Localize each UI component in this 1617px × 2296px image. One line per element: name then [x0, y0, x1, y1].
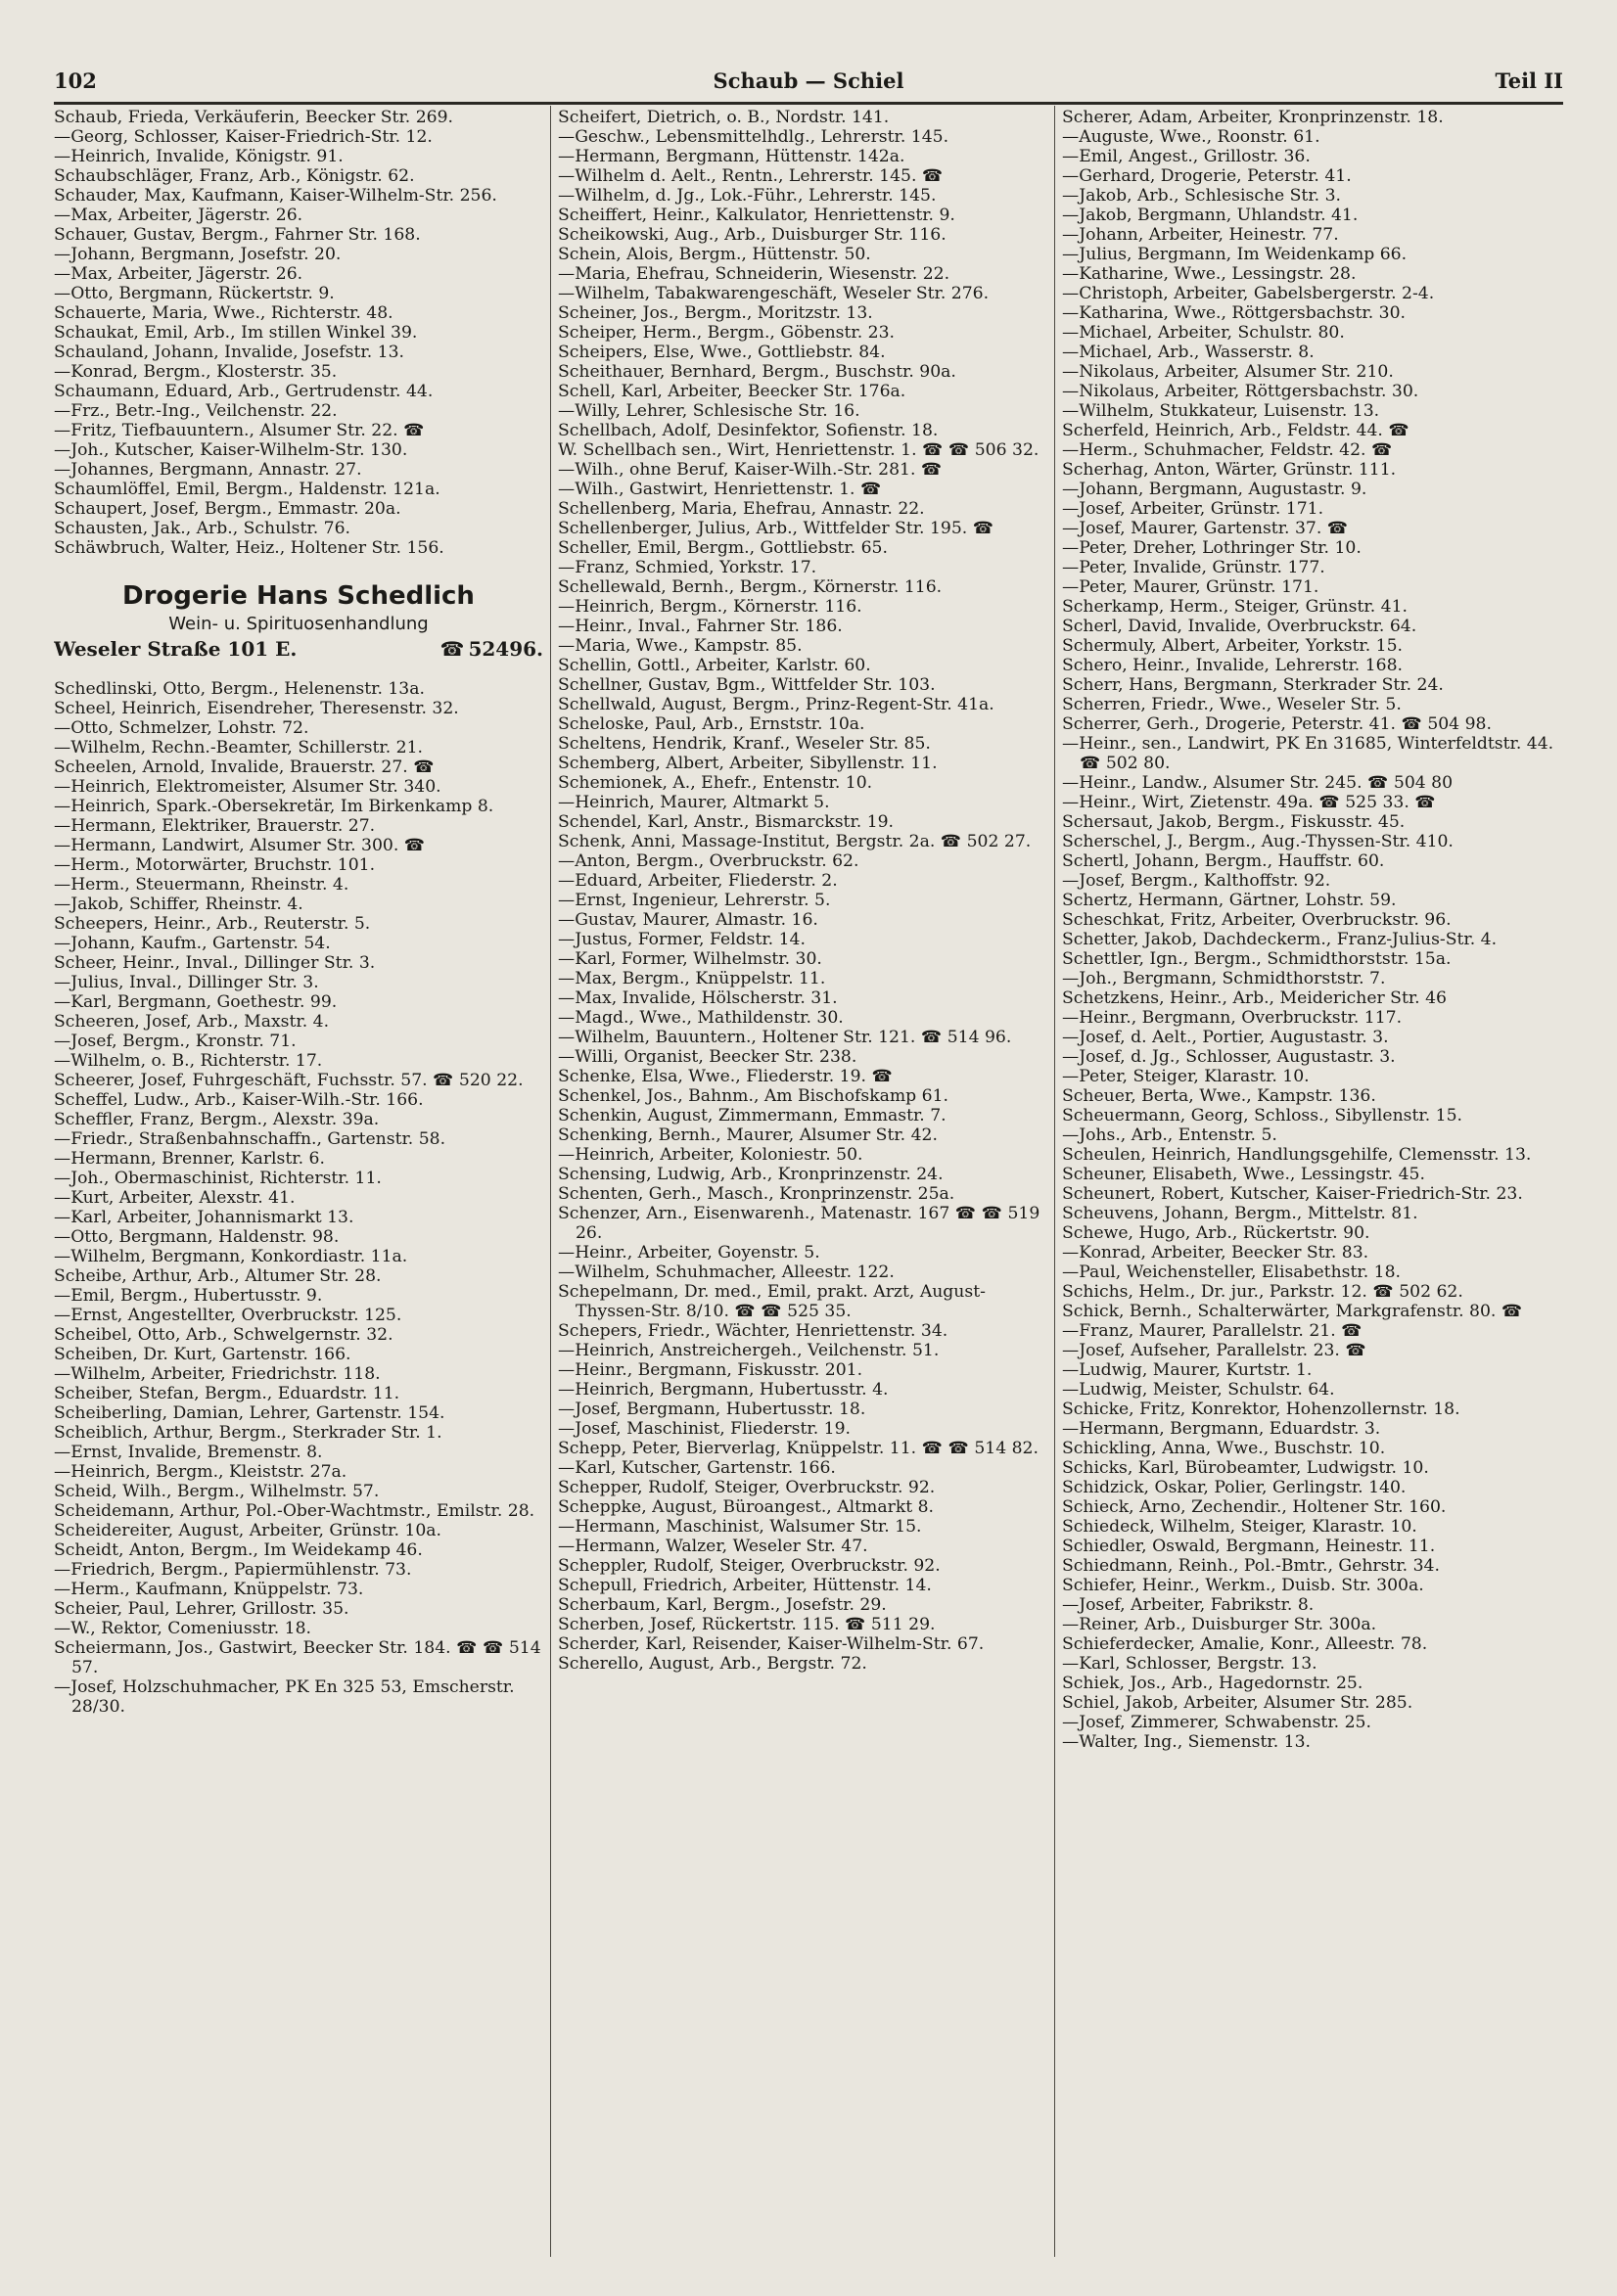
directory-entry: —Emil, Bergm., Hubertusstr. 9. — [54, 1286, 323, 1306]
directory-entry: —Wilhelm, Tabakwarengeschäft, Weseler Str. 276. — [558, 284, 990, 303]
directory-entry: —Heinrich, Anstreichergeh., Veilchenstr. 51. — [558, 1341, 940, 1360]
directory-entry: —Johann, Kaufm., Gartenstr. 54. — [54, 934, 331, 953]
directory-entry: —Heinr., sen., Landwirt, PK En 31685, Winterfeldtstr. 44. ☎ 502 80. — [1062, 734, 1554, 773]
directory-entry: —Johannes, Bergmann, Annastr. 27. — [54, 460, 362, 480]
directory-entry: —Katharina, Wwe., Röttgersbachstr. 30. — [1062, 303, 1406, 323]
directory-entry: Schellenberger, Julius, Arb., Wittfelder Str. 195. ☎ — [558, 519, 994, 538]
directory-entry: —Josef, d. Jg., Schlosser, Augustastr. 3. — [1062, 1047, 1396, 1067]
directory-entry: Schein, Alois, Bergm., Hüttenstr. 50. — [558, 245, 871, 264]
directory-entry: Schemionek, A., Ehefr., Entenstr. 10. — [558, 773, 873, 793]
directory-entry: Schäwbruch, Walter, Heiz., Holtener Str. 156. — [54, 538, 444, 558]
directory-entry: Schermuly, Albert, Arbeiter, Yorkstr. 15. — [1062, 636, 1403, 656]
directory-entry: Scheltens, Hendrik, Kranf., Weseler Str. 85. — [558, 734, 931, 754]
directory-entry: —Frz., Betr.-Ing., Veilchenstr. 22. — [54, 401, 338, 421]
directory-entry: Schicks, Karl, Bürobeamter, Ludwigstr. 10. — [1062, 1458, 1429, 1478]
page-title: Schaub — Schiel — [713, 68, 904, 93]
directory-entry: —Wilhelm, Bauuntern., Holtener Str. 121. ☎ 514 96. — [558, 1028, 1012, 1047]
directory-entry: —Kurt, Arbeiter, Alexstr. 41. — [54, 1188, 296, 1208]
directory-entry: Schenzer, Arn., Eisenwarenh., Matenastr. 167 ☎ ☎ 519 26. — [558, 1204, 1040, 1243]
directory-entry: Schiedmann, Reinh., Pol.-Bmtr., Gehrstr. 34. — [1062, 1556, 1440, 1576]
ad-address-row — [54, 636, 543, 662]
advertisement — [54, 579, 543, 662]
directory-entry: Scheunert, Robert, Kutscher, Kaiser-Friedrich-Str. 23. — [1062, 1184, 1523, 1204]
directory-entry: Scherschel, J., Bergm., Aug.-Thyssen-Str. 410. — [1062, 832, 1454, 851]
directory-entry: —Heinrich, Bergmann, Hubertusstr. 4. — [558, 1380, 889, 1400]
header-rule — [54, 102, 1563, 105]
directory-entry: Schendel, Karl, Anstr., Bismarckstr. 19. — [558, 812, 895, 832]
directory-entry: —Heinrich, Elektromeister, Alsumer Str. 340. — [54, 777, 441, 797]
column-3 — [1062, 108, 1563, 2257]
directory-entry: —Ernst, Angestellter, Overbruckstr. 125. — [54, 1306, 402, 1325]
directory-entry: —Paul, Weichensteller, Elisabethstr. 18. — [1062, 1263, 1401, 1282]
directory-entry: Scheiner, Jos., Bergm., Moritzstr. 13. — [558, 303, 873, 323]
directory-entry: Schicke, Fritz, Konrektor, Hohenzollernstr. 18. — [1062, 1400, 1460, 1419]
directory-entry: Scheipers, Else, Wwe., Gottliebstr. 84. — [558, 343, 886, 362]
directory-entry: —Reiner, Arb., Duisburger Str. 300a. — [1062, 1615, 1377, 1634]
directory-entry: —Peter, Steiger, Klarastr. 10. — [1062, 1067, 1310, 1086]
directory-entry: Scheuer, Berta, Wwe., Kampstr. 136. — [1062, 1086, 1376, 1106]
directory-entry: Schichs, Helm., Dr. jur., Parkstr. 12. ☎ 502 62. — [1062, 1282, 1463, 1302]
directory-entry: —Max, Arbeiter, Jägerstr. 26. — [54, 264, 303, 284]
directory-entry: —Josef, Holzschuhmacher, PK En 325 53, Emscherstr. 28/30. — [54, 1677, 515, 1717]
directory-entry: Scheikowski, Aug., Arb., Duisburger Str. 116. — [558, 225, 947, 245]
directory-entry: Schepp, Peter, Bierverlag, Knüppelstr. 11. ☎ ☎ 514 82. — [558, 1439, 1039, 1458]
directory-entry: —Gustav, Maurer, Almastr. 16. — [558, 910, 818, 930]
directory-entry: Schellbach, Adolf, Desinfektor, Sofienstr. 18. — [558, 421, 939, 440]
directory-entry: Schaukat, Emil, Arb., Im stillen Winkel 39. — [54, 323, 418, 343]
directory-entry: Scherben, Josef, Rückertstr. 115. ☎ 511 29. — [558, 1615, 936, 1634]
directory-entry: Schewe, Hugo, Arb., Rückertstr. 90. — [1062, 1223, 1370, 1243]
directory-entry: —Wilhelm, Rechn.-Beamter, Schillerstr. 21. — [54, 738, 423, 758]
directory-entry: Scherder, Karl, Reisender, Kaiser-Wilhelm-Str. 67. — [558, 1634, 985, 1654]
directory-entry: Scheel, Heinrich, Eisendreher, Theresenstr. 32. — [54, 699, 459, 718]
directory-entry: Schenk, Anni, Massage-Institut, Bergstr. 2a. ☎ 502 27. — [558, 832, 1032, 851]
directory-entry: Schenten, Gerh., Masch., Kronprinzenstr. 25a. — [558, 1184, 955, 1204]
directory-entry: Schaub, Frieda, Verkäuferin, Beecker Str. 269. — [54, 108, 453, 127]
directory-entry: Scheeren, Josef, Arb., Maxstr. 4. — [54, 1012, 330, 1032]
ad-business-line: Wein- u. Spirituosenhandlung — [168, 614, 429, 634]
directory-entry: Schaupert, Josef, Bergm., Emmastr. 20a. — [54, 499, 401, 519]
directory-entry: Scherl, David, Invalide, Overbruckstr. 64. — [1062, 617, 1417, 636]
directory-entry: Scherrer, Gerh., Drogerie, Peterstr. 41. ☎ 504 98. — [1062, 714, 1492, 734]
directory-entry: —Johann, Arbeiter, Heinestr. 77. — [1062, 225, 1339, 245]
directory-entry: —Heinr., Bergmann, Fiskusstr. 201. — [558, 1360, 863, 1380]
column-1-entries-top — [54, 108, 543, 558]
directory-entry: Scheiberling, Damian, Lehrer, Gartenstr. 154. — [54, 1403, 445, 1423]
directory-entry: —Josef, Zimmerer, Schwabenstr. 25. — [1062, 1713, 1371, 1732]
directory-entry: —Wilhelm, Arbeiter, Friedrichstr. 118. — [54, 1364, 381, 1384]
directory-entry: —Heinrich, Arbeiter, Koloniestr. 50. — [558, 1145, 863, 1165]
directory-entry: —Maria, Ehefrau, Schneiderin, Wiesenstr. 22. — [558, 264, 950, 284]
directory-entry: —Heinrich, Bergm., Körnerstr. 116. — [558, 597, 862, 617]
directory-entry: —Franz, Maurer, Parallelstr. 21. ☎ — [1062, 1321, 1363, 1341]
directory-entry: Scherkamp, Herm., Steiger, Grünstr. 41. — [1062, 597, 1408, 617]
directory-entry: —Willi, Organist, Beecker Str. 238. — [558, 1047, 857, 1067]
directory-entry: —Ludwig, Maurer, Kurtstr. 1. — [1062, 1360, 1313, 1380]
directory-entry: —Heinr., Bergmann, Overbruckstr. 117. — [1062, 1008, 1403, 1028]
directory-entry: Schidzick, Oskar, Polier, Gerlingstr. 140. — [1062, 1478, 1407, 1497]
directory-entry: —Peter, Maurer, Grünstr. 171. — [1062, 577, 1319, 597]
directory-entry: Scherhag, Anton, Wärter, Grünstr. 111. — [1062, 460, 1397, 480]
page-header — [54, 59, 1563, 102]
directory-entry: Schiek, Jos., Arb., Hagedornstr. 25. — [1062, 1674, 1363, 1693]
directory-entry: Schenke, Elsa, Wwe., Fliederstr. 19. ☎ — [558, 1067, 893, 1086]
directory-entry: —Heinrich, Invalide, Königstr. 91. — [54, 147, 344, 166]
directory-entry: —Johann, Bergmann, Augustastr. 9. — [1062, 480, 1367, 499]
directory-entry: —Josef, Maurer, Gartenstr. 37. ☎ — [1062, 519, 1349, 538]
directory-entry: —Peter, Invalide, Grünstr. 177. — [1062, 558, 1325, 577]
directory-entry: Scheuermann, Georg, Schloss., Sibyllenstr. 15. — [1062, 1106, 1462, 1125]
directory-entry: Schaubschläger, Franz, Arb., Königstr. 62. — [54, 166, 415, 186]
directory-entry: Scheller, Emil, Bergm., Gottliebstr. 65. — [558, 538, 888, 558]
directory-entry: Schick, Bernh., Schalterwärter, Markgrafenstr. 80. ☎ — [1062, 1302, 1523, 1321]
directory-entry: —Josef, Arbeiter, Grünstr. 171. — [1062, 499, 1324, 519]
directory-entry: —Herm., Schuhmacher, Feldstr. 42. ☎ — [1062, 440, 1393, 460]
directory-entry: —Otto, Schmelzer, Lohstr. 72. — [54, 718, 309, 738]
directory-entry: —Heinr., Arbeiter, Goyenstr. 5. — [558, 1243, 820, 1263]
directory-entry: Scheelen, Arnold, Invalide, Brauerstr. 27. ☎ — [54, 758, 435, 777]
ad-phone — [440, 636, 543, 662]
directory-entry: Schellwald, August, Bergm., Prinz-Regent-Str. 41a. — [558, 695, 994, 714]
directory-entry: Scheid, Wilh., Bergm., Wilhelmstr. 57. — [54, 1482, 380, 1501]
directory-entry: —Wilhelm, d. Jg., Lok.-Führ., Lehrerstr. 145. — [558, 186, 937, 206]
directory-entry: —Johs., Arb., Entenstr. 5. — [1062, 1125, 1277, 1145]
directory-entry: —Herm., Kaufmann, Knüppelstr. 73. — [54, 1580, 364, 1599]
directory-entry: Scheiermann, Jos., Gastwirt, Beecker Str. 184. ☎ ☎ 514 57. — [54, 1638, 541, 1677]
directory-entry: —Josef, Arbeiter, Fabrikstr. 8. — [1062, 1595, 1315, 1615]
directory-entry: Schiel, Jakob, Arbeiter, Alsumer Str. 285. — [1062, 1693, 1413, 1713]
directory-entry: Scheidemann, Arthur, Pol.-Ober-Wachtmstr., Emilstr. 28. — [54, 1501, 535, 1521]
directory-entry: —Wilhelm d. Aelt., Rentn., Lehrerstr. 145. ☎ — [558, 166, 944, 186]
directory-entry: Schellin, Gottl., Arbeiter, Karlstr. 60. — [558, 656, 871, 675]
directory-entry: Schauder, Max, Kaufmann, Kaiser-Wilhelm-Str. 256. — [54, 186, 497, 206]
directory-entry: —Maria, Wwe., Kampstr. 85. — [558, 636, 803, 656]
directory-entry: Scheerer, Josef, Fuhrgeschäft, Fuchsstr. 57. ☎ 520 22. — [54, 1071, 524, 1090]
directory-entry: Scheithauer, Bernhard, Bergm., Buschstr. 90a. — [558, 362, 956, 382]
directory-entry: —Josef, Aufseher, Parallelstr. 23. ☎ — [1062, 1341, 1366, 1360]
directory-entry: —Karl, Bergmann, Goethestr. 99. — [54, 992, 338, 1012]
column-divider — [1054, 106, 1055, 2257]
directory-entry: —W., Rektor, Comeniusstr. 18. — [54, 1619, 312, 1638]
column-2 — [558, 108, 1047, 2257]
directory-entry: Schepper, Rudolf, Steiger, Overbruckstr. 92. — [558, 1478, 936, 1497]
directory-entry: Schemberg, Albert, Arbeiter, Sibyllenstr. 11. — [558, 754, 938, 773]
directory-entry: Schauland, Johann, Invalide, Josefstr. 13. — [54, 343, 404, 362]
directory-entry: Schertl, Johann, Bergm., Hauffstr. 60. — [1062, 851, 1385, 871]
directory-entry: —Wilh., ohne Beruf, Kaiser-Wilh.-Str. 281. ☎ — [558, 460, 943, 480]
directory-entry: —Christoph, Arbeiter, Gabelsbergerstr. 2-4. — [1062, 284, 1435, 303]
directory-entry: —Friedr., Straßenbahnschaffn., Gartenstr. 58. — [54, 1129, 446, 1149]
directory-entry: Schedlinski, Otto, Bergm., Helenenstr. 13a. — [54, 679, 425, 699]
directory-entry: Scheuvens, Johann, Bergm., Mittelstr. 81. — [1062, 1204, 1418, 1223]
directory-entry: —Johann, Bergmann, Josefstr. 20. — [54, 245, 342, 264]
directory-entry: —Josef, Bergmann, Hubertusstr. 18. — [558, 1400, 866, 1419]
directory-entry: W. Schellbach sen., Wirt, Henriettenstr. 1. ☎ ☎ 506 32. — [558, 440, 1040, 460]
directory-entry: —Geschw., Lebensmittelhdlg., Lehrerstr. 145. — [558, 127, 949, 147]
directory-entry: Scheppke, August, Büroangest., Altmarkt 8. — [558, 1497, 934, 1517]
directory-entry: —Max, Invalide, Hölscherstr. 31. — [558, 988, 838, 1008]
directory-entry: Schiedeck, Wilhelm, Steiger, Klarastr. 10. — [1062, 1517, 1417, 1537]
directory-entry: Schausten, Jak., Arb., Schulstr. 76. — [54, 519, 350, 538]
directory-entry: Scheidt, Anton, Bergm., Im Weidekamp 46. — [54, 1540, 423, 1560]
page-number: 102 — [54, 68, 97, 93]
directory-entry: —Wilhelm, Stukkateur, Luisenstr. 13. — [1062, 401, 1380, 421]
directory-entry: Scherr, Hans, Bergmann, Sterkrader Str. 24. — [1062, 675, 1444, 695]
directory-entry: —Heinrich, Bergm., Kleiststr. 27a. — [54, 1462, 347, 1482]
directory-entry: Scheffler, Franz, Bergm., Alexstr. 39a. — [54, 1110, 380, 1129]
directory-entry: —Eduard, Arbeiter, Fliederstr. 2. — [558, 871, 838, 891]
directory-entry: —Josef, Maschinist, Fliederstr. 19. — [558, 1419, 851, 1439]
column-1 — [54, 108, 543, 2257]
directory-entry: —Franz, Schmied, Yorkstr. 17. — [558, 558, 817, 577]
directory-entry: —Fritz, Tiefbauuntern., Alsumer Str. 22. ☎ — [54, 421, 425, 440]
directory-entry: —Nikolaus, Arbeiter, Alsumer Str. 210. — [1062, 362, 1394, 382]
directory-entry: Schetzkens, Heinr., Arb., Meidericher Str. 46 — [1062, 988, 1447, 1008]
directory-entry: Scheiblich, Arthur, Bergm., Sterkrader Str. 1. — [54, 1423, 442, 1443]
directory-entry: —Hermann, Bergmann, Hüttenstr. 142a. — [558, 147, 905, 166]
directory-entry: Scheuner, Elisabeth, Wwe., Lessingstr. 45. — [1062, 1165, 1425, 1184]
directory-entry: Scheppler, Rudolf, Steiger, Overbruckstr. 92. — [558, 1556, 941, 1576]
directory-entry: —Herm., Motorwärter, Bruchstr. 101. — [54, 855, 376, 875]
directory-entry: —Ernst, Invalide, Bremenstr. 8. — [54, 1443, 323, 1462]
directory-entry: Schepelmann, Dr. med., Emil, prakt. Arzt, August-Thyssen-Str. 8/10. ☎ ☎ 525 35. — [558, 1282, 986, 1321]
directory-entry: Schieferdecker, Amalie, Konr., Alleestr. 78. — [1062, 1634, 1428, 1654]
directory-entry: Scherren, Friedr., Wwe., Weseler Str. 5. — [1062, 695, 1402, 714]
directory-entry: —Willy, Lehrer, Schlesische Str. 16. — [558, 401, 860, 421]
directory-entry: —Nikolaus, Arbeiter, Röttgersbachstr. 30. — [1062, 382, 1419, 401]
directory-entry: Scherello, August, Arb., Bergstr. 72. — [558, 1654, 867, 1674]
directory-entry: —Wilhelm, Bergmann, Konkordiastr. 11a. — [54, 1247, 408, 1266]
directory-entry: Scheiber, Stefan, Bergm., Eduardstr. 11. — [54, 1384, 400, 1403]
directory-entry: —Wilhelm, o. B., Richterstr. 17. — [54, 1051, 323, 1071]
directory-entry: —Gerhard, Drogerie, Peterstr. 41. — [1062, 166, 1352, 186]
directory-entry: —Georg, Schlosser, Kaiser-Friedrich-Str. 12. — [54, 127, 433, 147]
directory-entry: Schaumann, Eduard, Arb., Gertrudenstr. 44. — [54, 382, 434, 401]
directory-entry: —Konrad, Arbeiter, Beecker Str. 83. — [1062, 1243, 1369, 1263]
directory-entry: —Hermann, Walzer, Weseler Str. 47. — [558, 1537, 868, 1556]
directory-entry: Scheloske, Paul, Arb., Ernststr. 10a. — [558, 714, 865, 734]
directory-entry: Scherfeld, Heinrich, Arb., Feldstr. 44. ☎ — [1062, 421, 1409, 440]
directory-entry: —Michael, Arb., Wasserstr. 8. — [1062, 343, 1315, 362]
directory-entry: —Jakob, Arb., Schlesische Str. 3. — [1062, 186, 1341, 206]
directory-entry: Schetter, Jakob, Dachdeckerm., Franz-Julius-Str. 4. — [1062, 930, 1498, 949]
directory-entry: —Konrad, Bergm., Klosterstr. 35. — [54, 362, 338, 382]
directory-entry: —Michael, Arbeiter, Schulstr. 80. — [1062, 323, 1345, 343]
directory-entry: —Friedrich, Bergm., Papiermühlenstr. 73. — [54, 1560, 412, 1580]
column-1-entries-bottom — [54, 679, 543, 1717]
directory-entry: —Josef, Bergm., Kalthoffstr. 92. — [1062, 871, 1331, 891]
directory-entry: —Joh., Obermaschinist, Richterstr. 11. — [54, 1169, 382, 1188]
telephone-icon: ☎ — [439, 637, 465, 661]
ad-business-name: Drogerie Hans Schedlich — [122, 581, 475, 611]
directory-entry: Scheer, Heinr., Inval., Dillinger Str. 3. — [54, 953, 376, 973]
directory-entry: Scheidereiter, August, Arbeiter, Grünstr. 10a. — [54, 1521, 442, 1540]
directory-entry: —Hermann, Elektriker, Brauerstr. 27. — [54, 816, 376, 836]
directory-entry: —Julius, Bergmann, Im Weidenkamp 66. — [1062, 245, 1408, 264]
directory-entry: —Karl, Kutscher, Gartenstr. 166. — [558, 1458, 836, 1478]
directory-entry: Scherer, Adam, Arbeiter, Kronprinzenstr. 18. — [1062, 108, 1444, 127]
directory-entry: Scheifert, Dietrich, o. B., Nordstr. 141. — [558, 108, 890, 127]
directory-entry: Scheschkat, Fritz, Arbeiter, Overbruckstr. 96. — [1062, 910, 1452, 930]
directory-entry: —Josef, Bergm., Kronstr. 71. — [54, 1032, 297, 1051]
directory-entry: —Peter, Dreher, Lothringer Str. 10. — [1062, 538, 1362, 558]
directory-entry: —Justus, Former, Feldstr. 14. — [558, 930, 806, 949]
directory-entry: —Otto, Bergmann, Haldenstr. 98. — [54, 1227, 340, 1247]
directory-entry: —Karl, Arbeiter, Johannismarkt 13. — [54, 1208, 354, 1227]
ad-phone-number: 52496. — [468, 637, 543, 661]
directory-entry: —Max, Bergm., Knüppelstr. 11. — [558, 969, 826, 988]
directory-entry: —Heinrich, Maurer, Altmarkt 5. — [558, 793, 830, 812]
directory-entry: —Otto, Bergmann, Rückertstr. 9. — [54, 284, 335, 303]
directory-entry: Schero, Heinr., Invalide, Lehrerstr. 168. — [1062, 656, 1403, 675]
directory-entry: —Katharine, Wwe., Lessingstr. 28. — [1062, 264, 1357, 284]
directory-entry: Scheibel, Otto, Arb., Schwelgernstr. 32. — [54, 1325, 393, 1345]
directory-entry: Schettler, Ign., Bergm., Schmidthorststr. 15a. — [1062, 949, 1452, 969]
directory-entry: Schickling, Anna, Wwe., Buschstr. 10. — [1062, 1439, 1386, 1458]
directory-entry: Scheffel, Ludw., Arb., Kaiser-Wilh.-Str. 166. — [54, 1090, 424, 1110]
directory-entry: Schensing, Ludwig, Arb., Kronprinzenstr. 24. — [558, 1165, 944, 1184]
directory-entry: —Auguste, Wwe., Roonstr. 61. — [1062, 127, 1320, 147]
directory-entry: —Herm., Steuermann, Rheinstr. 4. — [54, 875, 349, 895]
directory-entry: —Jakob, Bergmann, Uhlandstr. 41. — [1062, 206, 1359, 225]
directory-entry: Schepull, Friedrich, Arbeiter, Hüttenstr. 14. — [558, 1576, 932, 1595]
directory-entry: Schepers, Friedr., Wächter, Henriettenstr. 34. — [558, 1321, 948, 1341]
directory-entry: Schersaut, Jakob, Bergm., Fiskusstr. 45. — [1062, 812, 1406, 832]
directory-entry: Schaumlöffel, Emil, Bergm., Haldenstr. 121a. — [54, 480, 440, 499]
directory-entry: Scheiffert, Heinr., Kalkulator, Henriettenstr. 9. — [558, 206, 955, 225]
directory-entry: —Hermann, Bergmann, Eduardstr. 3. — [1062, 1419, 1381, 1439]
directory-entry: Schellenberg, Maria, Ehefrau, Annastr. 22. — [558, 499, 925, 519]
directory-entry: Scheepers, Heinr., Arb., Reuterstr. 5. — [54, 914, 371, 934]
directory-entry: Schenkin, August, Zimmermann, Emmastr. 7. — [558, 1106, 947, 1125]
directory-entry: Schellewald, Bernh., Bergm., Körnerstr. 116. — [558, 577, 943, 597]
directory-entry: —Josef, d. Aelt., Portier, Augustastr. 3. — [1062, 1028, 1389, 1047]
directory-entry: —Ernst, Ingenieur, Lehrerstr. 5. — [558, 891, 831, 910]
directory-entry: —Heinr., Inval., Fahrner Str. 186. — [558, 617, 843, 636]
directory-entry: —Emil, Angest., Grillostr. 36. — [1062, 147, 1311, 166]
directory-entry: —Magd., Wwe., Mathildenstr. 30. — [558, 1008, 844, 1028]
directory-entry: Schiefer, Heinr., Werkm., Duisb. Str. 300a. — [1062, 1576, 1424, 1595]
directory-entry: Schiedler, Oswald, Bergmann, Heinestr. 11. — [1062, 1537, 1436, 1556]
directory-entry: Scheibe, Arthur, Arb., Altumer Str. 28. — [54, 1266, 382, 1286]
directory-entry: Scherbaum, Karl, Bergm., Josefstr. 29. — [558, 1595, 887, 1615]
ad-address: Weseler Straße 101 E. — [54, 637, 298, 661]
directory-entry: Schieck, Arno, Zechendir., Holtener Str. 160. — [1062, 1497, 1447, 1517]
directory-entry: Scheiben, Dr. Kurt, Gartenstr. 166. — [54, 1345, 351, 1364]
directory-entry: —Heinrich, Spark.-Obersekretär, Im Birkenkamp 8. — [54, 797, 494, 816]
directory-entry: Schenking, Bernh., Maurer, Alsumer Str. 42. — [558, 1125, 938, 1145]
directory-entry: Schell, Karl, Arbeiter, Beecker Str. 176a. — [558, 382, 906, 401]
directory-entry: —Joh., Kutscher, Kaiser-Wilhelm-Str. 130. — [54, 440, 408, 460]
directory-entry: —Joh., Bergmann, Schmidthorststr. 7. — [1062, 969, 1386, 988]
directory-entry: —Wilhelm, Schuhmacher, Alleestr. 122. — [558, 1263, 895, 1282]
directory-entry: —Julius, Inval., Dillinger Str. 3. — [54, 973, 319, 992]
directory-entry: —Jakob, Schiffer, Rheinstr. 4. — [54, 895, 303, 914]
directory-entry: —Wilh., Gastwirt, Henriettenstr. 1. ☎ — [558, 480, 882, 499]
directory-entry: —Karl, Former, Wilhelmstr. 30. — [558, 949, 822, 969]
directory-entry: Schauer, Gustav, Bergm., Fahrner Str. 168. — [54, 225, 421, 245]
directory-entry: —Anton, Bergm., Overbruckstr. 62. — [558, 851, 859, 871]
directory-entry: —Max, Arbeiter, Jägerstr. 26. — [54, 206, 303, 225]
directory-entry: —Hermann, Maschinist, Walsumer Str. 15. — [558, 1517, 922, 1537]
directory-entry: —Walter, Ing., Siemenstr. 13. — [1062, 1732, 1311, 1752]
directory-entry: Scheulen, Heinrich, Handlungsgehilfe, Clemensstr. 13. — [1062, 1145, 1532, 1165]
column-2-entries — [558, 108, 1047, 1674]
directory-entry: —Hermann, Landwirt, Alsumer Str. 300. ☎ — [54, 836, 426, 855]
directory-entry: —Heinr., Wirt, Zietenstr. 49a. ☎ 525 33. ☎ — [1062, 793, 1436, 812]
directory-entry: —Ludwig, Meister, Schulstr. 64. — [1062, 1380, 1335, 1400]
directory-entry: Schertz, Hermann, Gärtner, Lohstr. 59. — [1062, 891, 1397, 910]
directory-entry: Scheier, Paul, Lehrer, Grillostr. 35. — [54, 1599, 349, 1619]
column-3-entries — [1062, 108, 1563, 1752]
directory-entry: Scheiper, Herm., Bergm., Göbenstr. 23. — [558, 323, 895, 343]
directory-entry: —Karl, Schlosser, Bergstr. 13. — [1062, 1654, 1317, 1674]
directory-entry: —Hermann, Brenner, Karlstr. 6. — [54, 1149, 325, 1169]
directory-entry: Schenkel, Jos., Bahnm., Am Bischofskamp 61. — [558, 1086, 948, 1106]
directory-entry: —Heinr., Landw., Alsumer Str. 245. ☎ 504 80 — [1062, 773, 1454, 793]
directory-entry: Schellner, Gustav, Bgm., Wittfelder Str. 103. — [558, 675, 936, 695]
part-label: Teil II — [1495, 68, 1563, 93]
column-divider — [550, 106, 551, 2257]
directory-entry: Schauerte, Maria, Wwe., Richterstr. 48. — [54, 303, 393, 323]
